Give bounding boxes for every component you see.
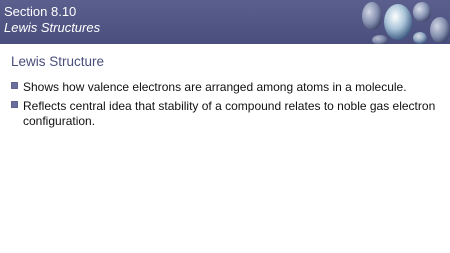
header-text bbox=[4, 4, 100, 36]
bullet-text: Shows how valence electrons are arranged among atoms in a molecule. bbox=[23, 80, 407, 94]
decorative-spheres-image bbox=[360, 0, 450, 44]
square-bullet-icon bbox=[11, 82, 18, 89]
bullet-item bbox=[11, 99, 443, 129]
bullet-list bbox=[11, 80, 443, 133]
slide-title: Lewis Structure bbox=[11, 54, 105, 69]
section-subtitle: Lewis Structures bbox=[4, 20, 101, 35]
square-bullet-icon bbox=[11, 101, 18, 108]
section-label: Section 8.10 bbox=[4, 4, 77, 19]
bullet-item bbox=[11, 80, 443, 95]
header-banner bbox=[0, 0, 450, 44]
bullet-text: Reflects central idea that stability of a compound relates to noble gas electron configuration. bbox=[23, 99, 436, 128]
